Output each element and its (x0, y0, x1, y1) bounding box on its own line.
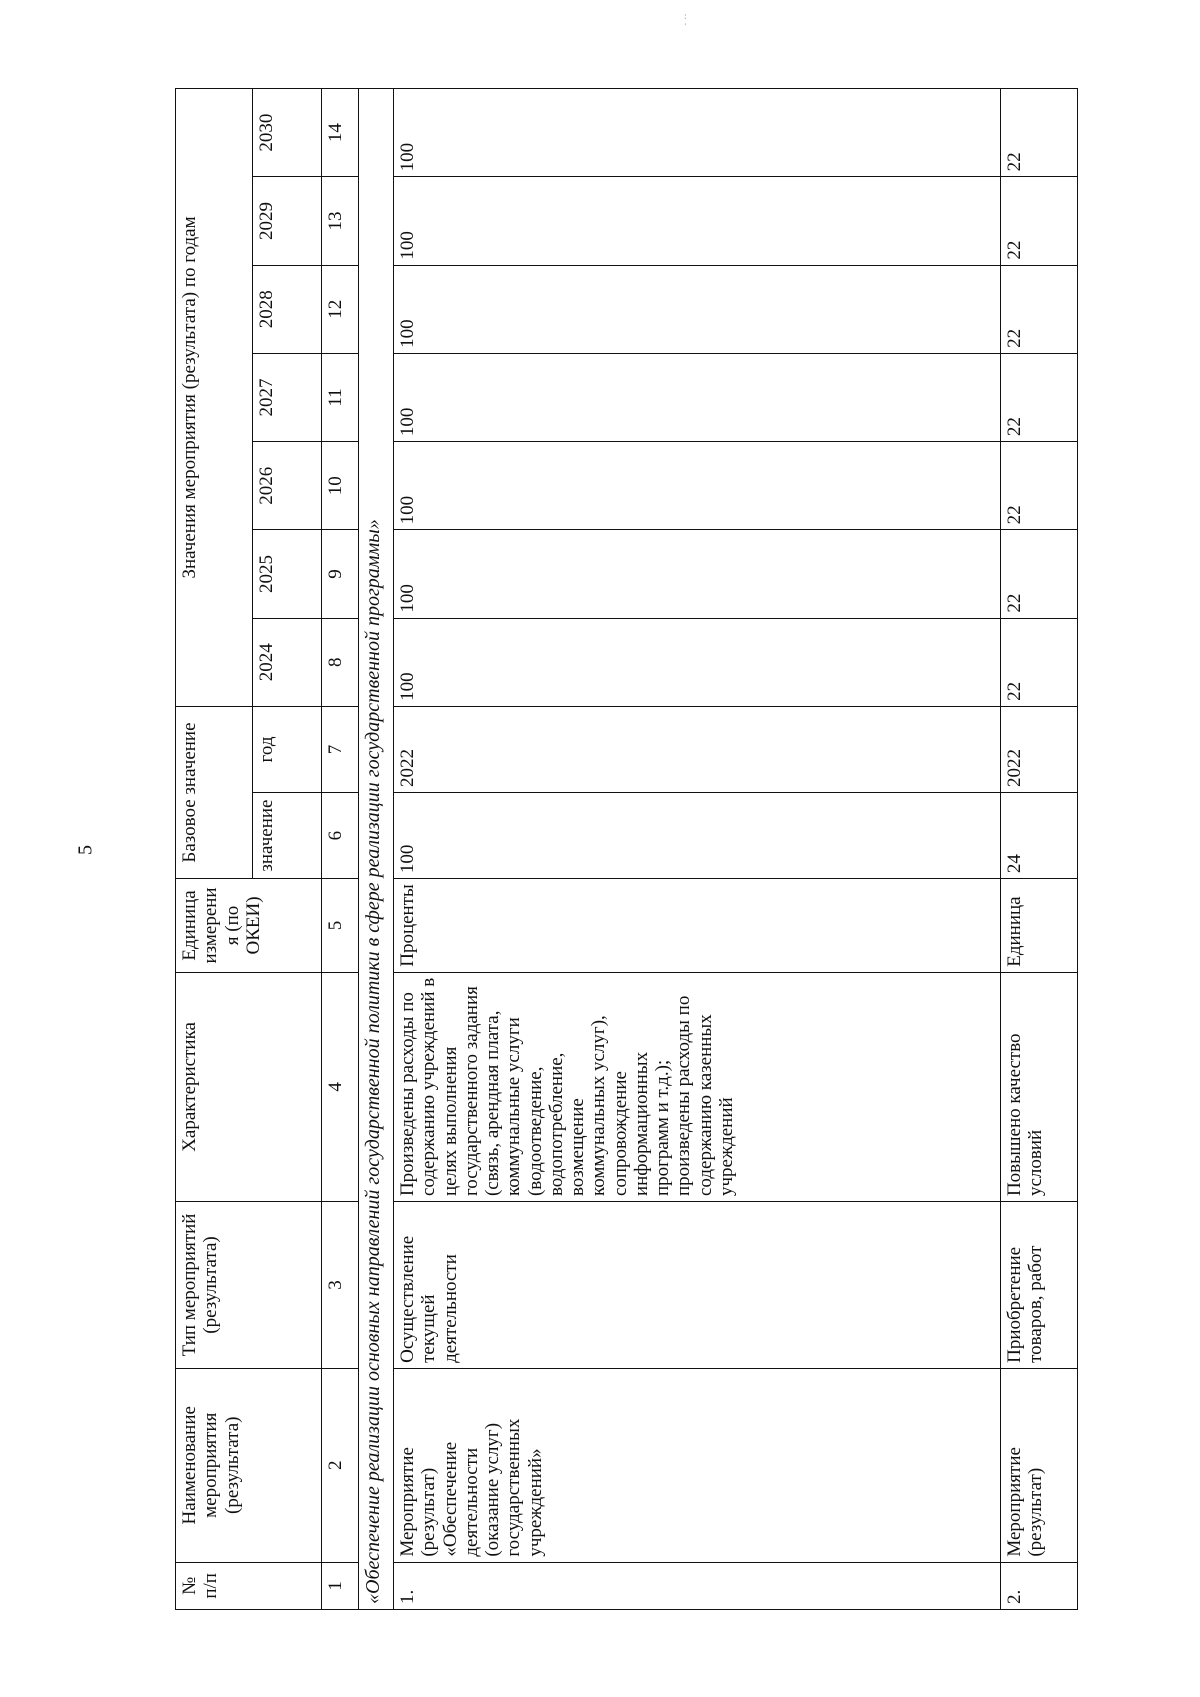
column-number: 1 (322, 1562, 359, 1609)
row-value-2024: 100 (394, 618, 1001, 706)
row-value-2028: 100 (394, 265, 1001, 353)
column-number: 5 (322, 879, 359, 973)
column-number: 4 (322, 972, 359, 1201)
header-year-2029: 2029 (253, 177, 322, 265)
column-number: 9 (322, 530, 359, 618)
row-base-value: 24 (1001, 793, 1078, 879)
section-row (359, 89, 394, 1610)
header-base-group: Базовое значение (176, 706, 253, 878)
row-type: Осуществление текущей деятельности (394, 1202, 1001, 1369)
column-number: 3 (322, 1202, 359, 1369)
row-value-2030: 100 (394, 89, 1001, 177)
page-number: 5 (74, 845, 97, 855)
row-name: Мероприятие (результат) «Обеспечение деятельности (оказание услуг) государственных учреждений» (394, 1368, 1001, 1562)
row-num: 1. (394, 1562, 1001, 1609)
results-table (175, 88, 1078, 1610)
row-value-2025: 100 (394, 530, 1001, 618)
header-name: Наименование мероприятия (результата) (176, 1368, 322, 1562)
row-value-2030: 22 (1001, 89, 1078, 177)
header-unit: Единица измерения (по ОКЕИ) (176, 879, 322, 973)
header-year-2025: 2025 (253, 530, 322, 618)
header-base-year: год (253, 706, 322, 792)
column-number: 8 (322, 618, 359, 706)
row-value-2029: 100 (394, 177, 1001, 265)
section-title: «Обеспечение реализации основных направлений государственной политики в сфере реализации государственной программы» (359, 89, 394, 1610)
header-year-2026: 2026 (253, 442, 322, 530)
row-value-2028: 22 (1001, 265, 1078, 353)
row-value-2024: 22 (1001, 618, 1078, 706)
column-number: 13 (322, 177, 359, 265)
row-value-2026: 22 (1001, 442, 1078, 530)
column-number-row (322, 89, 359, 1610)
header-year-2030: 2030 (253, 89, 322, 177)
column-number: 6 (322, 793, 359, 879)
row-num: 2. (1001, 1562, 1078, 1609)
row-value-2027: 100 (394, 353, 1001, 441)
column-number: 7 (322, 706, 359, 792)
header-base-value: значение (253, 793, 322, 879)
row-name: Мероприятие (результат) (1001, 1368, 1078, 1562)
table-row (394, 89, 1001, 1610)
row-value-2029: 22 (1001, 177, 1078, 265)
header-year-2028: 2028 (253, 265, 322, 353)
header-type: Тип мероприятий (результата) (176, 1202, 322, 1369)
row-value-2027: 22 (1001, 353, 1078, 441)
row-base-year: 2022 (1001, 706, 1078, 792)
rotated-table-container (175, 88, 1132, 1610)
row-unit: Проценты (394, 879, 1001, 973)
row-value-2025: 22 (1001, 530, 1078, 618)
header-num: № п/п (176, 1562, 322, 1609)
row-value-2026: 100 (394, 442, 1001, 530)
table-row (1001, 89, 1078, 1610)
column-number: 2 (322, 1368, 359, 1562)
row-characteristic: Повышено качество условий (1001, 972, 1078, 1201)
column-number: 10 (322, 442, 359, 530)
row-base-value: 100 (394, 793, 1001, 879)
header-year-2024: 2024 (253, 618, 322, 706)
row-characteristic: Произведены расходы по содержанию учреждений в целях выполнения государственного задания (связь, арендная плата, коммунальные услуги (водоотведение, водопотребление, возмещение коммунальных услуг), сопровождение информационных программ и т.д.); произведены расходы по содержанию казенных учреждений (394, 972, 1001, 1201)
column-number: 12 (322, 265, 359, 353)
scan-artifact: · ·· (680, 13, 692, 26)
row-base-year: 2022 (394, 706, 1001, 792)
column-number: 14 (322, 89, 359, 177)
header-year-2027: 2027 (253, 353, 322, 441)
row-unit: Единица (1001, 879, 1078, 973)
header-row-1 (176, 89, 253, 1610)
column-number: 11 (322, 353, 359, 441)
row-type: Приобретение товаров, работ (1001, 1202, 1078, 1369)
header-characteristic: Характеристика (176, 972, 322, 1201)
header-values-group: Значения мероприятия (результата) по годам (176, 89, 253, 707)
